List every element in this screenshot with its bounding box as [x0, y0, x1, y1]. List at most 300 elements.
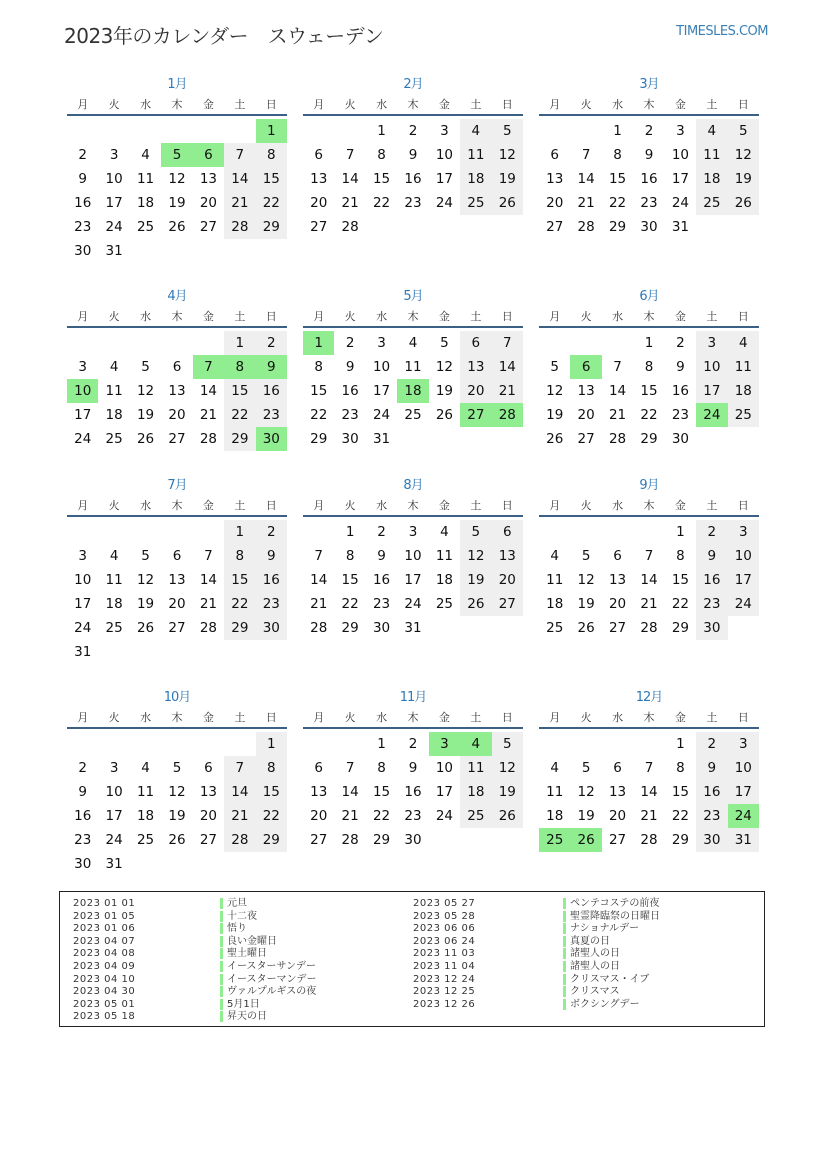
day-cell: 30 [696, 616, 727, 640]
day-cell: 16 [256, 568, 287, 592]
day-cell: 1 [224, 520, 255, 544]
weekday-label: 水 [140, 310, 152, 323]
day-cell: 27 [608, 832, 627, 848]
day-cell: 3 [676, 123, 685, 139]
day-cell: 28 [199, 620, 218, 636]
weekday-label: 月 [313, 310, 325, 323]
day-cell: 11 [105, 383, 123, 399]
day-cell: 13 [310, 784, 328, 800]
day-cell: 22 [224, 592, 255, 616]
holiday-day: 5 [161, 143, 192, 167]
weekday-label: 日 [737, 711, 749, 724]
day-cell: 23 [404, 195, 422, 211]
day-cell: 31 [74, 644, 92, 660]
day-cell: 24 [74, 620, 92, 636]
day-cell: 20 [168, 407, 186, 423]
day-cell: 17 [435, 171, 454, 187]
day-cell: 24 [105, 832, 123, 848]
weekday-label: 木 [171, 310, 183, 323]
day-cell: 2 [696, 520, 727, 544]
day-cell: 29 [372, 832, 391, 848]
day-cell: 21 [199, 407, 218, 423]
weekday-label: 月 [77, 499, 89, 512]
day-cell: 17 [435, 784, 454, 800]
month-name: 4月 [167, 289, 187, 304]
day-cell: 20 [168, 596, 186, 612]
day-cell: 16 [696, 568, 727, 592]
day-cell: 21 [310, 596, 328, 612]
day-cell: 14 [199, 572, 218, 588]
month-name: 12月 [635, 690, 663, 705]
day-cell: 27 [492, 592, 523, 616]
day-cell: 13 [460, 355, 491, 379]
day-cell: 23 [256, 403, 287, 427]
holiday-day: 1 [256, 119, 287, 143]
day-cell: 16 [404, 171, 422, 187]
day-cell: 16 [341, 383, 359, 399]
day-cell: 7 [345, 760, 355, 776]
month-divider [303, 114, 523, 116]
weekday-label: 月 [77, 310, 89, 323]
day-cell: 10 [74, 572, 92, 588]
day-cell: 9 [644, 147, 654, 163]
weekday-label: 水 [376, 310, 388, 323]
site-brand[interactable]: TIMESLES.COM [676, 24, 768, 39]
weekday-label: 火 [108, 310, 120, 323]
weekday-label: 金 [202, 98, 214, 111]
day-cell: 22 [671, 596, 690, 612]
day-cell: 30 [404, 832, 422, 848]
day-cell: 14 [640, 572, 658, 588]
weekday-label: 火 [344, 310, 356, 323]
weekday-label: 火 [580, 310, 592, 323]
day-cell: 10 [728, 756, 759, 780]
day-cell: 8 [676, 760, 685, 776]
day-cell: 12 [728, 143, 759, 167]
weekday-label: 木 [643, 310, 655, 323]
weekday-label: 日 [501, 98, 513, 111]
day-cell: 6 [314, 147, 323, 163]
day-cell: 18 [435, 572, 454, 588]
day-cell: 23 [404, 808, 422, 824]
day-cell: 12 [136, 383, 155, 399]
day-cell: 4 [109, 359, 119, 375]
weekday-label: 日 [737, 310, 749, 323]
day-cell: 29 [224, 427, 255, 451]
day-cell: 24 [728, 592, 759, 616]
holiday-day: 1 [303, 331, 334, 355]
day-cell: 31 [105, 856, 123, 872]
weekday-label: 木 [643, 711, 655, 724]
day-cell: 25 [105, 431, 123, 447]
day-cell: 15 [640, 383, 658, 399]
legend-holiday-name: ボクシングデー [563, 999, 640, 1010]
day-cell: 21 [640, 596, 658, 612]
day-cell: 11 [136, 784, 155, 800]
day-cell: 5 [460, 520, 491, 544]
month-name: 3月 [639, 77, 659, 92]
legend-holiday-name: 5月1日 [220, 999, 260, 1010]
day-cell: 25 [460, 191, 491, 215]
day-cell: 13 [199, 171, 218, 187]
day-cell: 11 [105, 572, 123, 588]
day-cell: 27 [199, 219, 218, 235]
weekday-label: 月 [549, 499, 561, 512]
day-cell: 6 [613, 548, 622, 564]
day-cell: 10 [728, 544, 759, 568]
day-cell: 14 [640, 784, 658, 800]
day-cell: 27 [310, 219, 328, 235]
day-cell: 21 [199, 596, 218, 612]
weekday-label: 水 [140, 98, 152, 111]
weekday-label: 木 [171, 499, 183, 512]
weekday-label: 日 [737, 98, 749, 111]
day-cell: 2 [377, 524, 386, 540]
day-cell: 23 [696, 804, 727, 828]
legend-holiday-name: 諸聖人の日 [563, 961, 620, 972]
day-cell: 15 [224, 379, 255, 403]
day-cell: 6 [172, 548, 182, 564]
legend-holiday-name: ヴァルプルギスの夜 [220, 986, 316, 997]
day-cell: 31 [728, 828, 759, 852]
day-cell: 16 [640, 171, 658, 187]
day-cell: 27 [577, 431, 595, 447]
day-cell: 12 [460, 544, 491, 568]
day-cell: 19 [577, 596, 595, 612]
legend-date: 2023 12 25 [413, 986, 476, 998]
day-cell: 26 [136, 431, 155, 447]
day-cell: 1 [345, 524, 355, 540]
day-cell: 8 [256, 756, 287, 780]
weekday-label: 火 [108, 98, 120, 111]
legend-date: 2023 04 09 [73, 961, 136, 972]
weekday-label: 土 [470, 711, 482, 724]
month-name: 2月 [403, 77, 423, 92]
day-cell: 10 [372, 359, 391, 375]
weekday-label: 日 [737, 499, 749, 512]
day-cell: 17 [728, 568, 759, 592]
day-cell: 28 [199, 431, 218, 447]
day-cell: 14 [492, 355, 523, 379]
day-cell: 27 [608, 620, 627, 636]
day-cell: 4 [550, 760, 559, 776]
day-cell: 14 [310, 572, 328, 588]
day-cell: 22 [640, 407, 658, 423]
day-cell: 23 [341, 407, 359, 423]
day-cell: 5 [141, 548, 150, 564]
legend-date: 2023 04 30 [73, 986, 136, 998]
day-cell: 2 [256, 520, 287, 544]
day-cell: 2 [696, 732, 727, 756]
day-cell: 12 [577, 784, 595, 800]
day-cell: 28 [341, 219, 359, 235]
day-cell: 6 [492, 520, 523, 544]
day-cell: 22 [372, 808, 391, 824]
weekday-label: 土 [234, 711, 246, 724]
day-cell: 29 [310, 431, 328, 447]
month-name: 5月 [403, 289, 423, 304]
legend-holiday-name: 元旦 [220, 898, 247, 909]
month-name: 8月 [403, 478, 423, 493]
day-cell: 5 [492, 119, 523, 143]
day-cell: 1 [377, 736, 386, 752]
day-cell: 28 [640, 620, 658, 636]
weekday-label: 金 [202, 499, 214, 512]
weekday-label: 火 [344, 499, 356, 512]
weekday-label: 金 [674, 499, 686, 512]
day-cell: 3 [728, 520, 759, 544]
day-cell: 29 [256, 215, 287, 239]
day-cell: 22 [372, 195, 391, 211]
weekday-label: 木 [407, 711, 419, 724]
day-cell: 2 [644, 123, 654, 139]
day-cell: 28 [577, 219, 595, 235]
day-cell: 23 [256, 592, 287, 616]
day-cell: 17 [671, 171, 690, 187]
holiday-day: 4 [460, 732, 491, 756]
day-cell: 9 [256, 544, 287, 568]
day-cell: 5 [141, 359, 150, 375]
day-cell: 21 [640, 808, 658, 824]
day-cell: 30 [341, 431, 359, 447]
day-cell: 7 [581, 147, 591, 163]
day-cell: 18 [728, 379, 759, 403]
legend-date: 2023 11 03 [413, 948, 476, 960]
day-cell: 26 [492, 804, 523, 828]
day-cell: 14 [224, 780, 255, 804]
day-cell: 1 [613, 123, 622, 139]
day-cell: 18 [136, 808, 155, 824]
month-name: 10月 [163, 690, 191, 705]
day-cell: 30 [696, 828, 727, 852]
day-cell: 21 [492, 379, 523, 403]
weekday-label: 金 [438, 310, 450, 323]
day-cell: 9 [676, 359, 685, 375]
day-cell: 14 [341, 171, 359, 187]
day-cell: 20 [577, 407, 595, 423]
day-cell: 25 [136, 832, 155, 848]
holiday-day: 8 [224, 355, 255, 379]
holiday-day: 7 [193, 355, 224, 379]
day-cell: 5 [172, 760, 182, 776]
page-title: 2023年のカレンダー スウェーデン [64, 24, 384, 48]
day-cell: 8 [345, 548, 355, 564]
day-cell: 16 [74, 195, 92, 211]
day-cell: 8 [224, 544, 255, 568]
day-cell: 29 [256, 828, 287, 852]
day-cell: 8 [613, 147, 622, 163]
weekday-label: 金 [438, 711, 450, 724]
day-cell: 18 [136, 195, 155, 211]
day-cell: 11 [728, 355, 759, 379]
day-cell: 30 [74, 856, 92, 872]
weekday-label: 木 [643, 98, 655, 111]
day-cell: 23 [640, 195, 658, 211]
legend-date: 2023 12 24 [413, 973, 476, 985]
day-cell: 26 [577, 620, 595, 636]
day-cell: 27 [546, 219, 564, 235]
weekday-label: 月 [549, 98, 561, 111]
weekday-label: 木 [171, 98, 183, 111]
legend-date: 2023 04 08 [73, 948, 136, 960]
day-cell: 24 [105, 219, 123, 235]
legend-holiday-name: 真夏の日 [563, 936, 610, 947]
day-cell: 26 [492, 191, 523, 215]
day-cell: 11 [546, 572, 564, 588]
month-divider [539, 326, 759, 328]
day-cell: 28 [608, 431, 627, 447]
weekday-label: 水 [612, 499, 624, 512]
day-cell: 6 [613, 760, 622, 776]
day-cell: 21 [341, 195, 359, 211]
weekday-label: 土 [706, 711, 718, 724]
day-cell: 3 [109, 147, 119, 163]
day-cell: 7 [224, 756, 255, 780]
day-cell: 23 [74, 219, 92, 235]
day-cell: 22 [256, 804, 287, 828]
day-cell: 15 [671, 784, 690, 800]
day-cell: 3 [78, 359, 87, 375]
legend-date: 2023 05 28 [413, 910, 476, 922]
day-cell: 20 [310, 808, 328, 824]
weekday-label: 日 [265, 310, 277, 323]
day-cell: 12 [435, 359, 454, 375]
holiday-day: 3 [429, 732, 460, 756]
day-cell: 26 [435, 407, 454, 423]
day-cell: 31 [105, 243, 123, 259]
day-cell: 12 [577, 572, 595, 588]
holiday-legend [59, 891, 765, 1027]
day-cell: 24 [435, 808, 454, 824]
day-cell: 1 [644, 335, 654, 351]
day-cell: 5 [581, 548, 591, 564]
day-cell: 19 [435, 383, 454, 399]
day-cell: 19 [460, 568, 491, 592]
day-cell: 20 [608, 808, 627, 824]
weekday-label: 水 [376, 499, 388, 512]
day-cell: 8 [676, 548, 685, 564]
day-cell: 8 [644, 359, 654, 375]
day-cell: 9 [408, 760, 418, 776]
day-cell: 18 [546, 808, 564, 824]
weekday-label: 水 [612, 310, 624, 323]
month-name: 6月 [639, 289, 659, 304]
day-cell: 23 [671, 407, 690, 423]
day-cell: 19 [492, 167, 523, 191]
day-cell: 15 [671, 572, 690, 588]
day-cell: 2 [408, 736, 418, 752]
day-cell: 9 [377, 548, 386, 564]
day-cell: 29 [608, 219, 627, 235]
weekday-label: 日 [265, 711, 277, 724]
day-cell: 8 [377, 760, 386, 776]
day-cell: 30 [256, 616, 287, 640]
day-cell: 14 [224, 167, 255, 191]
day-cell: 12 [136, 572, 155, 588]
day-cell: 13 [310, 171, 328, 187]
day-cell: 22 [671, 808, 690, 824]
day-cell: 18 [460, 780, 491, 804]
day-cell: 13 [577, 383, 595, 399]
day-cell: 14 [341, 784, 359, 800]
day-cell: 16 [74, 808, 92, 824]
weekday-label: 火 [580, 98, 592, 111]
day-cell: 15 [256, 167, 287, 191]
day-cell: 8 [314, 359, 323, 375]
day-cell: 26 [168, 219, 186, 235]
weekday-label: 月 [549, 310, 561, 323]
day-cell: 6 [460, 331, 491, 355]
day-cell: 10 [105, 171, 123, 187]
weekday-label: 土 [234, 98, 246, 111]
legend-date: 2023 01 01 [73, 898, 136, 909]
day-cell: 15 [372, 171, 391, 187]
weekday-label: 土 [706, 98, 718, 111]
day-cell: 7 [644, 548, 654, 564]
weekday-label: 土 [234, 310, 246, 323]
day-cell: 26 [168, 832, 186, 848]
weekday-label: 水 [612, 711, 624, 724]
weekday-label: 木 [643, 499, 655, 512]
holiday-day: 26 [570, 828, 601, 852]
day-cell: 15 [608, 171, 627, 187]
holiday-day: 10 [67, 379, 98, 403]
day-cell: 8 [256, 143, 287, 167]
day-cell: 5 [550, 359, 559, 375]
weekday-label: 日 [501, 499, 513, 512]
day-cell: 25 [728, 403, 759, 427]
holiday-day: 28 [492, 403, 523, 427]
legend-date: 2023 01 06 [73, 923, 136, 935]
day-cell: 11 [136, 171, 155, 187]
day-cell: 13 [608, 784, 627, 800]
day-cell: 25 [435, 596, 454, 612]
legend-holiday-name: 諸聖人の日 [563, 948, 620, 959]
legend-holiday-name: クリスマス [563, 986, 620, 997]
weekday-label: 金 [202, 711, 214, 724]
legend-date: 2023 06 24 [413, 935, 476, 947]
legend-holiday-name: イースターマンデー [220, 974, 317, 985]
day-cell: 10 [671, 147, 690, 163]
day-cell: 19 [546, 407, 564, 423]
day-cell: 8 [377, 147, 386, 163]
day-cell: 26 [136, 620, 155, 636]
weekday-label: 水 [612, 98, 624, 111]
day-cell: 17 [696, 379, 727, 403]
weekday-label: 月 [77, 711, 89, 724]
weekday-label: 火 [580, 711, 592, 724]
day-cell: 1 [377, 123, 386, 139]
weekday-label: 木 [407, 499, 419, 512]
day-cell: 15 [256, 780, 287, 804]
legend-holiday-name: 昇天の日 [220, 1011, 267, 1022]
day-cell: 25 [460, 804, 491, 828]
day-cell: 2 [78, 147, 87, 163]
weekday-label: 水 [376, 98, 388, 111]
month-divider [539, 727, 759, 729]
month-divider [539, 515, 759, 517]
day-cell: 17 [372, 383, 391, 399]
day-cell: 10 [404, 548, 422, 564]
month-divider [67, 515, 287, 517]
day-cell: 26 [546, 431, 564, 447]
legend-holiday-name: 悟り [220, 923, 247, 934]
holiday-day: 24 [728, 804, 759, 828]
weekday-label: 金 [438, 98, 450, 111]
weekday-label: 月 [77, 98, 89, 111]
day-cell: 5 [728, 119, 759, 143]
weekday-label: 水 [140, 499, 152, 512]
